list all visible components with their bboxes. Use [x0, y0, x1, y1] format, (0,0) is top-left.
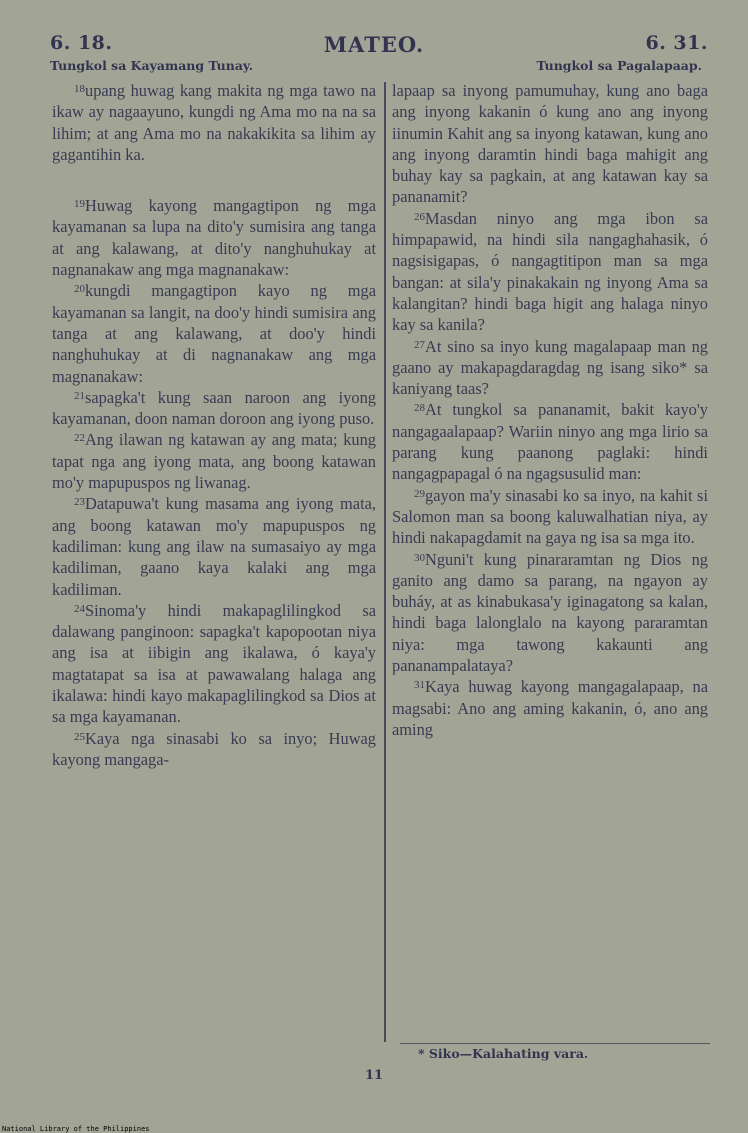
verse-number: 28 — [414, 402, 425, 415]
verse-number: 29 — [414, 487, 425, 500]
footnote-rule — [400, 1043, 710, 1044]
verse — [392, 485, 708, 549]
verse-text: At sino sa inyo kung magalapaap man ng gaano ay makapagdaragdag ng isang siko* sa kaniyang taas? — [392, 336, 708, 399]
verse-number: 19 — [74, 198, 85, 211]
book-title: MATEO. — [323, 32, 425, 57]
verse-text: Kaya huwag kayong mangagalapaap, na magsabi: Ano ang aming kakanin, ó, ano ang aming — [392, 677, 708, 739]
library-credit: National Library of the Philippines — [2, 1125, 150, 1133]
verse-text: Kaya nga sinasabi ko sa inyo; Huwag kayong mangaga- — [52, 728, 376, 769]
verse-number: 21 — [74, 389, 85, 402]
verse-number: 27 — [414, 338, 425, 351]
footnote: * Siko—Kalahating vara. — [418, 1046, 589, 1061]
verse-number: 18 — [74, 83, 85, 95]
verse-text: Ang ilawan ng katawan ay ang mata; kung tapat nga ang iyong mata, ang boong katawan mo'y mapupuspos ng liwanag. — [52, 430, 376, 493]
verse — [392, 336, 708, 400]
verse-text: Huwag kayong mangagtipon ng mga kayamanan sa lupa na dito'y sumisira ang tanga at ang kalawang, at dito'y nanghuhukay at nagnanakaw ang mga magnanakaw: — [52, 196, 376, 280]
verse-number: 20 — [74, 283, 85, 296]
verse — [392, 549, 708, 677]
verse — [392, 399, 708, 484]
verse — [52, 195, 376, 280]
verse-text: At tungkol sa pananamit, bakit kayo'y nangagaalapaap? Wariin ninyo ang mga lirio sa parang kung paanong paglaki: hindi nangagpapagal ó na ngagsusulid man: — [392, 400, 708, 484]
column-divider — [384, 82, 386, 1042]
verse-text: Masdan ninyo ang mga ibon sa himpapawid, na hindi sila nangaghahasik, ó nagsisigapas, ó nangagtitipon man sa mga bangan: at sila'y pinakakain ng inyong Ama sa kalangitan? hindi baga higit ang halaga ninyo kay sa kanila? — [392, 208, 708, 335]
verse-text: Sinoma'y hindi makapaglilingkod sa dalawang panginoon: sapagka't kapopootan niya ang isa at iibigin ang ikalawa, ó kaya'y magtatapat sa isa at pawawalang halaga ang ikalawa: hindi kayo makapaglilingkod sa Dios at sa mga kayamanan. — [52, 600, 376, 727]
verse-text: Nguni't kung pinararamtan ng Dios ng ganito ang damo sa parang, na ngayon ay buháy, at as kinabukasa'y iginagatong sa kalan, hindi baga lalonglalo na kayong pararamtan niya: mga tawong kakaunti ang pananampalataya? — [392, 549, 708, 676]
verse — [52, 600, 376, 728]
right-text-column — [392, 80, 708, 740]
verse-text: gayon ma'y sinasabi ko sa inyo, na kahit si Salomon man sa boong kaluwalhatian niya, ay hindi nakapagdamit na gaya ng isa sa mga ito. — [392, 485, 708, 548]
right-section-heading: Tungkol sa Pagalapaap. — [536, 58, 702, 73]
verse — [52, 493, 376, 599]
left-section-heading: Tungkol sa Kayamang Tunay. — [50, 58, 254, 73]
right-chapter-ref: 6. 31. — [645, 32, 708, 54]
verse — [52, 728, 376, 771]
verse — [52, 387, 376, 430]
verse-text: sapagka't kung saan naroon ang iyong kayamanan, doon naman doroon ang iyong puso. — [52, 387, 376, 429]
verse-number: 22 — [74, 432, 85, 445]
verse-number: 31 — [414, 679, 425, 692]
verse — [52, 280, 376, 386]
left-text-column — [52, 80, 376, 770]
verse — [392, 676, 708, 740]
verse — [392, 208, 708, 336]
page-number: 11 — [364, 1068, 384, 1083]
verse-number: 23 — [74, 496, 85, 509]
verse-text: upang huwag kang makita ng mga tawo na ikaw ay nagaayuno, kungdi ng Ama mo na na sa lihim; at ang Ama mo na nakakikita sa lihim ay gagantihin ka. — [52, 81, 376, 164]
verse-text: Datapuwa't kung masama ang iyong mata, ang boong katawan mo'y mapupuspos ng kadiliman: kung ang ilaw na sumasaiyo ay mga kadiliman, gaano kaya kalaki ang mga kadiliman. — [52, 494, 376, 599]
verse-number: 24 — [74, 602, 85, 615]
left-chapter-ref: 6. 18. — [50, 32, 113, 54]
verse-text: lapaap sa inyong pamumuhay, kung ano baga ang inyong kakanin ó kung ano ang inyong iinumin Kahit ang sa inyong katawan, kung ano ang inyong daramtin hindi baga mahigit ang buhay kay sa pagkain, at ang katawan kay sa pananamit? — [392, 81, 708, 207]
verse — [392, 80, 708, 208]
verse-text: kungdi mangagtipon kayo ng mga kayamanan sa langit, na doo'y hindi sumisira ang tanga at ang kalawang, at doo'y hindi nanghuhukay at di nagnanakaw ang mga magnanakaw: — [52, 281, 376, 386]
verse — [52, 429, 376, 493]
verse-number: 30 — [414, 551, 425, 564]
verse-number: 25 — [74, 730, 85, 743]
verse-number: 26 — [414, 210, 425, 223]
verse — [52, 80, 376, 165]
